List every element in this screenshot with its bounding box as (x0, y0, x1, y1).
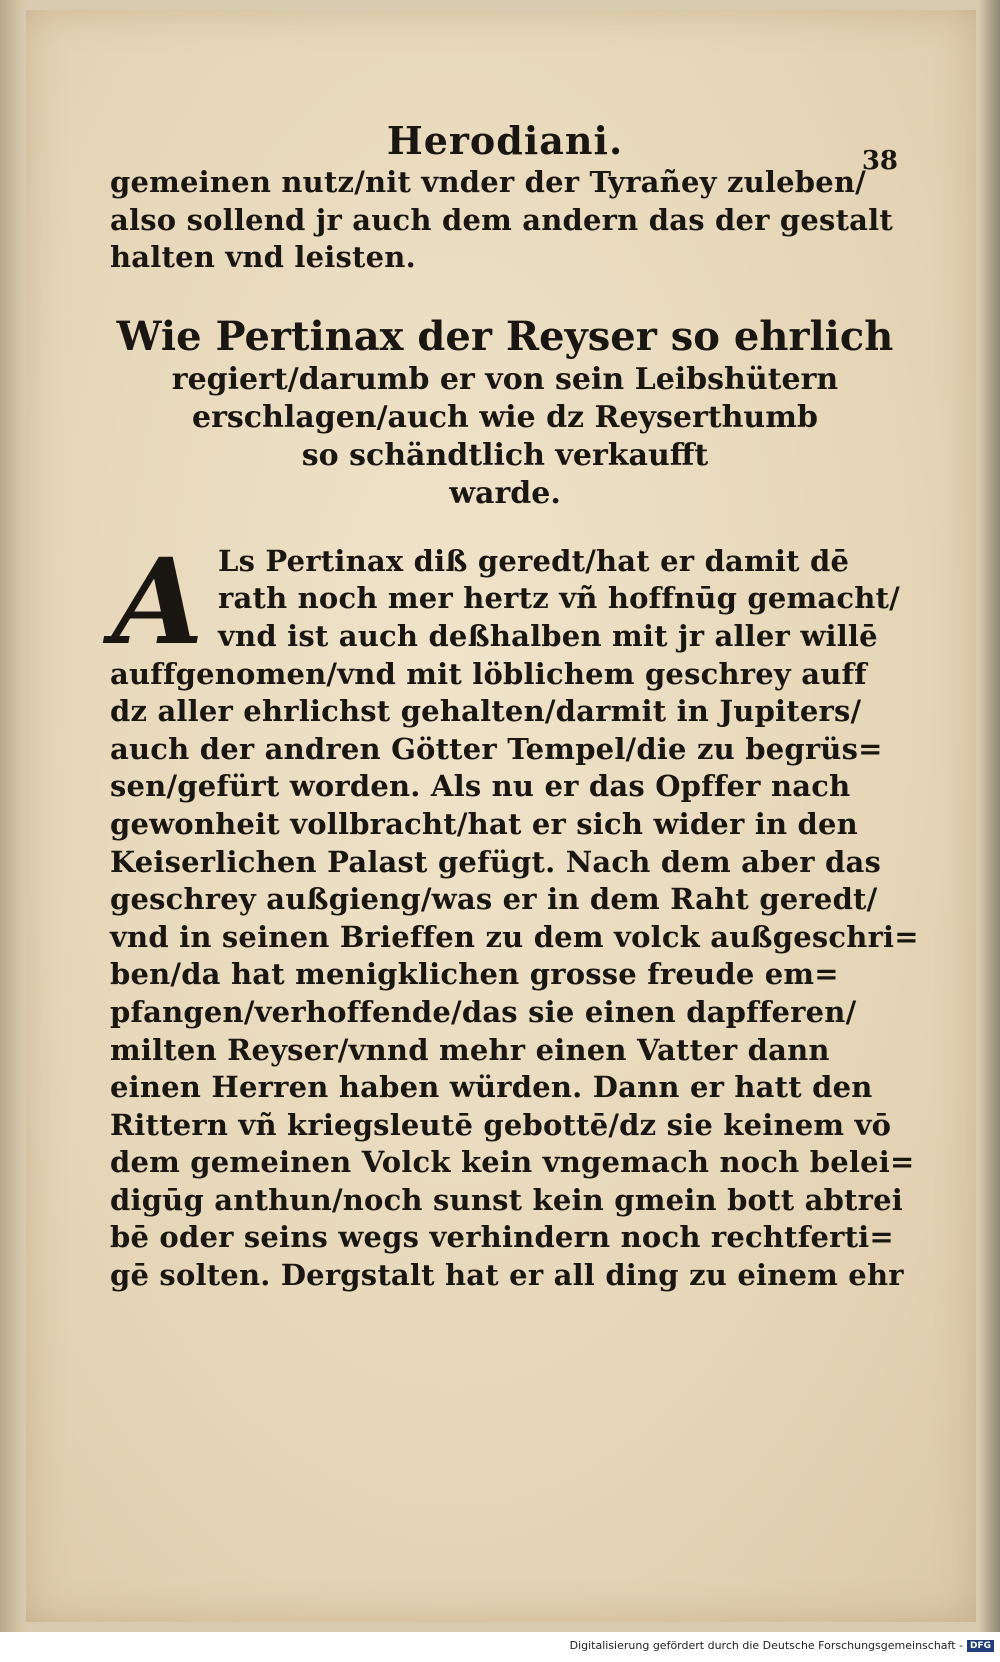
text-line: bē oder seins wegs verhindern noch rechtferti= (110, 1220, 894, 1255)
text-line: dz aller ehrlichst gehalten/darmit in Jupiters/ (110, 694, 862, 729)
heading-line: so schändtlich verkaufft (301, 437, 709, 473)
text-line: pfangen/verhoffende/das sie einen dapfferen/ (110, 994, 857, 1029)
text-line: gē solten. Dergstalt hat er all ding zu einem ehr (110, 1258, 904, 1293)
book-spine-edge (0, 0, 26, 1632)
heading-line: erschlagen/auch wie dz Reyserthumb (192, 399, 818, 435)
text-line: Ls Pertinax diß geredt/hat er damit dē (218, 543, 850, 578)
dfg-logo: DFG (967, 1640, 994, 1652)
chapter-heading (110, 313, 900, 513)
heading-line: regiert/darumb er von sein Leibshütern (171, 361, 839, 397)
text-line: vnd in seinen Brieffen zu dem volck außgeschri= (110, 919, 919, 954)
book-page (26, 10, 976, 1622)
text-line: auch der andren Götter Tempel/die zu begrüs= (110, 731, 883, 766)
digitization-credit (570, 1639, 994, 1652)
page-edge-right (978, 0, 1000, 1632)
text-line: auffgenomen/vnd mit löblichem geschrey auff (110, 656, 867, 691)
running-head: Herodiani. (386, 118, 624, 163)
text-line: milten Reyser/vnnd mehr einen Vatter dann (110, 1032, 830, 1067)
text-line: dem gemeinen Volck kein vngemach noch belei= (110, 1145, 915, 1180)
folio-number: 38 (861, 146, 898, 176)
credit-text: Digitalisierung gefördert durch die Deutsche Forschungsgemeinschaft - (569, 1639, 963, 1652)
text-line: Rittern vñ kriegsleutē gebottē/dz sie keinem vō (110, 1107, 892, 1142)
opening-lines (110, 164, 900, 277)
text-line: halten vnd leisten. (110, 240, 416, 275)
text-line: rath noch mer hertz vñ hoffnūg gemacht/ (218, 581, 900, 616)
text-line: geschrey außgieng/was er in dem Raht geredt/ (110, 882, 878, 917)
text-line: ben/da hat menigklichen grosse freude em= (110, 957, 839, 992)
heading-line: Wie Pertinax der Reyser so ehrlich (116, 312, 894, 360)
heading-line: warde. (449, 475, 561, 511)
text-line: also sollend jr auch dem andern das der gestalt (110, 202, 893, 237)
text-block (110, 118, 919, 1295)
decorated-initial: A (112, 531, 204, 671)
text-line: Keiserlichen Palast gefügt. Nach dem aber das (110, 844, 882, 879)
text-line: gewonheit vollbracht/hat er sich wider in den (110, 806, 858, 841)
text-line: gemeinen nutz/nit vnder der Tyrañey zuleben/ (110, 165, 866, 199)
text-line: einen Herren haben würden. Dann er hatt den (110, 1070, 873, 1105)
text-line: vnd ist auch deßhalben mit jr aller willē (218, 618, 878, 653)
body-paragraph (110, 531, 919, 1295)
text-line: sen/gefürt worden. Als nu er das Opffer nach (110, 769, 851, 804)
text-line: digūg anthun/noch sunst kein gmein bott abtrei (110, 1182, 903, 1217)
